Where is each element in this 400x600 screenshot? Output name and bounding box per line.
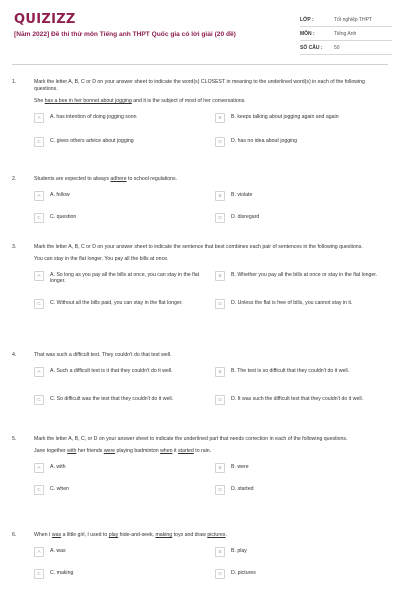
meta-row-class — [300, 13, 392, 27]
answer-option-a[interactable] — [34, 113, 204, 123]
option-letter-box: A — [34, 271, 44, 281]
answer-option-a[interactable] — [34, 191, 204, 201]
underlined-text: adhere — [110, 176, 127, 182]
stem-text: That was such a difficult test. They couldn't do that test well. — [34, 352, 172, 358]
underlined-text: started — [177, 448, 194, 454]
option-text: C. when — [50, 485, 70, 492]
option-letter-box: C — [34, 299, 44, 309]
option-letter-box: A — [34, 547, 44, 557]
option-text: C. Without all the bills paid, you can stay in the flat longer. — [50, 299, 183, 306]
answer-option-b[interactable] — [215, 367, 385, 377]
question-4 — [12, 352, 390, 411]
underlined-text: pictures — [207, 532, 226, 538]
stem-text: Students are expected to always — [34, 176, 111, 182]
option-letter-box: B — [215, 367, 225, 377]
stem-text: toys and draw — [172, 532, 208, 538]
answer-option-c[interactable] — [34, 137, 204, 147]
question-stem — [34, 532, 384, 539]
document-title: [Năm 2022] Đề thi thử môn Tiếng anh THPT Quốc gia có lời giải (20 đề) — [14, 31, 236, 38]
option-text: A. So long as you pay all the bills at once, you can stay in the flat longer. — [50, 271, 200, 285]
option-text: C. making — [50, 569, 74, 576]
question-number: 5. — [12, 436, 17, 442]
answer-option-b[interactable] — [215, 463, 385, 473]
question-instruction: Mark the letter A, B, C or D on your answer sheet to indicate the word(s) CLOSEST in meaning to the underlined word(s) in each of the following questions. — [34, 79, 365, 92]
underlined-text: when — [160, 448, 173, 454]
stem-text: hide-and-seek, — [118, 532, 156, 538]
option-text: B. The test is so difficult that they couldn't do it well. — [231, 367, 350, 374]
question-number: 3. — [12, 244, 17, 250]
answer-options — [34, 367, 388, 411]
option-text: A. Such a difficult test is it that they couldn't do it well. — [50, 367, 173, 374]
option-text: B. play — [231, 547, 247, 554]
option-letter-box: C — [34, 395, 44, 405]
answer-option-b[interactable] — [215, 191, 385, 201]
stem-text: When I — [34, 532, 52, 538]
question-1 — [12, 79, 390, 153]
underlined-text: with — [67, 448, 77, 454]
option-text: D. pictures — [231, 569, 256, 576]
question-number: 2. — [12, 176, 17, 182]
option-text: B. keeps talking about jogging again and again — [231, 113, 339, 120]
answer-option-b[interactable] — [215, 113, 385, 123]
option-text: C. gives others advice about jogging — [50, 137, 134, 144]
underlined-text: has a bee in her bonnet about jogging — [44, 98, 132, 104]
option-letter-box: D — [215, 299, 225, 309]
answer-option-b[interactable] — [215, 271, 385, 281]
answer-option-a[interactable] — [34, 271, 204, 285]
option-letter-box: B — [215, 191, 225, 201]
question-number: 6. — [12, 532, 17, 538]
page-header — [0, 0, 400, 64]
question-instruction: Mark the letter A, B, C, or D on your answer sheet to indicate the underlined part that needs correction in each of the following questions. — [34, 436, 348, 442]
quizizz-logo: QUIZIZZ — [14, 12, 76, 27]
underlined-text: making — [155, 532, 173, 538]
option-text: D. started — [231, 485, 254, 492]
option-letter-box: C — [34, 485, 44, 495]
answer-option-a[interactable] — [34, 367, 204, 377]
option-text: A. with — [50, 463, 66, 470]
option-letter-box: A — [34, 463, 44, 473]
answer-option-c[interactable] — [34, 569, 204, 579]
stem-text: it — [172, 448, 178, 454]
meta-label: LỚP : — [300, 16, 314, 23]
question-stem — [34, 176, 384, 183]
option-letter-box: D — [215, 485, 225, 495]
stem-text: a little girl, I used to — [61, 532, 109, 538]
option-text: B. Whether you pay all the bills at once or stay in the flat longer. — [231, 271, 378, 278]
option-letter-box: B — [215, 547, 225, 557]
answer-options — [34, 113, 388, 153]
question-5 — [12, 436, 390, 501]
stem-text: Jane together — [34, 448, 68, 454]
option-text: D. It was such the difficult test that they couldn't do it well. — [231, 395, 364, 402]
option-letter-box: C — [34, 137, 44, 147]
answer-option-c[interactable] — [34, 485, 204, 495]
question-stem — [34, 352, 384, 359]
option-letter-box: A — [34, 367, 44, 377]
underlined-text: were — [103, 448, 116, 454]
answer-option-a[interactable] — [34, 463, 204, 473]
answer-options — [34, 191, 388, 229]
question-number: 4. — [12, 352, 17, 358]
option-letter-box: D — [215, 137, 225, 147]
meta-label: SỐ CÂU : — [300, 44, 323, 51]
option-text: A. has intention of doing jogging soon — [50, 113, 137, 120]
stem-text: her friends — [76, 448, 104, 454]
answer-option-b[interactable] — [215, 547, 385, 557]
question-stem — [34, 448, 384, 455]
question-stem — [34, 256, 384, 263]
question-number: 1. — [12, 79, 17, 85]
stem-text: You can stay in the flat longer. You pay all the bills at once. — [34, 256, 169, 262]
option-letter-box: D — [215, 213, 225, 223]
option-letter-box: B — [215, 113, 225, 123]
stem-text: playing badminton — [115, 448, 161, 454]
meta-value: 50 — [334, 44, 340, 51]
option-letter-box: A — [34, 191, 44, 201]
header-divider — [12, 64, 388, 65]
stem-text: She — [34, 98, 45, 104]
answer-option-d[interactable] — [215, 299, 385, 309]
meta-value: Tiếng Anh — [334, 30, 357, 37]
question-2 — [12, 176, 390, 229]
underlined-text: play — [108, 532, 119, 538]
option-letter-box: B — [215, 271, 225, 281]
answer-options — [34, 271, 388, 315]
option-text: D. disregard — [231, 213, 260, 220]
option-text: C. question — [50, 213, 77, 220]
meta-label: MÔN : — [300, 30, 315, 37]
question-stem — [34, 98, 384, 105]
answer-option-d[interactable] — [215, 569, 385, 579]
option-text: C. So difficult was the test that they couldn't do it well. — [50, 395, 174, 402]
question-instruction: Mark the letter A, B, C or D on your answer sheet to indicate the sentence that best combines each pair of sentences in the following questions. — [34, 244, 363, 250]
meta-row-subject — [300, 27, 392, 41]
answer-option-c[interactable] — [34, 395, 204, 405]
option-text: B. were — [231, 463, 249, 470]
option-text: A. was — [50, 547, 66, 554]
option-text: D. has no idea about jogging — [231, 137, 298, 144]
meta-table — [300, 13, 392, 55]
question-3 — [12, 244, 390, 315]
stem-text: and it is the subject of most of her conversations. — [131, 98, 246, 104]
underlined-text: was — [51, 532, 62, 538]
option-letter-box: D — [215, 395, 225, 405]
answer-option-c[interactable] — [34, 213, 204, 223]
stem-text: to school regulations. — [126, 176, 178, 182]
meta-row-count — [300, 41, 392, 55]
answer-option-d[interactable] — [215, 395, 385, 405]
answer-option-d[interactable] — [215, 137, 385, 147]
stem-text: to rain. — [193, 448, 212, 454]
answer-options — [34, 463, 388, 501]
option-text: D. Unless the flat is free of bills, you cannot stay in it. — [231, 299, 353, 306]
option-letter-box: C — [34, 569, 44, 579]
option-letter-box: D — [215, 569, 225, 579]
option-text: A. follow — [50, 191, 70, 198]
option-letter-box: C — [34, 213, 44, 223]
answer-option-d[interactable] — [215, 213, 385, 223]
answer-option-d[interactable] — [215, 485, 385, 495]
answer-option-a[interactable] — [34, 547, 204, 557]
option-letter-box: A — [34, 113, 44, 123]
option-letter-box: B — [215, 463, 225, 473]
question-6 — [12, 532, 390, 585]
option-text: B. violate — [231, 191, 253, 198]
answer-options — [34, 547, 388, 585]
answer-option-c[interactable] — [34, 299, 204, 309]
meta-value: Tốt nghiệp THPT — [334, 16, 372, 23]
stem-text: . — [225, 532, 227, 538]
